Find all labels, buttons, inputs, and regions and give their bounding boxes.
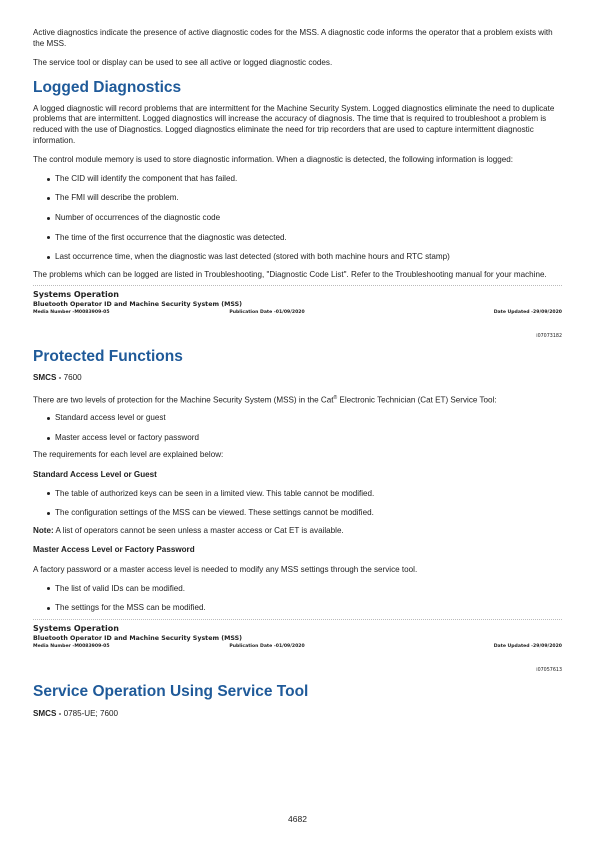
protected-functions-heading: Protected Functions: [33, 348, 183, 366]
access-levels-list: [33, 413, 562, 443]
service-operation-heading: Service Operation Using Service Tool: [33, 682, 309, 700]
note-label: Note:: [33, 525, 54, 535]
logged-diagnostics-heading: Logged Diagnostics: [33, 78, 182, 96]
master-paragraph: A factory password or a master access level is needed to modify any MSS settings through the service tool.: [33, 564, 418, 574]
media-number: Media Number -M0083909-05: [33, 643, 110, 649]
logged-paragraph-2: The control module memory is used to store diagnostic information. When a diagnostic is detected, the following information is logged:: [33, 155, 514, 165]
date-updated: Date Updated -29/09/2020: [493, 310, 562, 316]
list-item: The settings for the MSS can be modified.: [33, 603, 562, 614]
list-item: The list of valid IDs can be modified.: [33, 584, 562, 595]
intro-paragraph-1: Active diagnostics indicate the presence of active diagnostic codes for the MSS. A diagnostic code informs the operator that a problem exists with the MSS.: [33, 28, 553, 48]
list-item: The table of authorized keys can be seen in a limited view. This table cannot be modified.: [33, 489, 562, 500]
list-item: Number of occurrences of the diagnostic code: [33, 213, 562, 224]
standard-access-list: [33, 489, 562, 519]
list-item: Last occurrence time, when the diagnostic was last detected (stored with both machine hours and RTC stamp): [33, 252, 562, 263]
registered-mark: ®: [333, 394, 338, 401]
note-paragraph: [33, 526, 562, 537]
note-text: A list of operators cannot be seen unless a master access or Cat ET is available.: [53, 525, 344, 535]
meta-title: Systems Operation: [33, 623, 119, 633]
master-access-heading: Master Access Level or Factory Password: [33, 545, 195, 555]
publication-date: Publication Date -01/09/2020: [229, 310, 305, 316]
intro-paragraph-2: The service tool or display can be used to see all active or logged diagnostic codes.: [33, 58, 333, 68]
smcs-label: SMCS -: [33, 708, 62, 718]
list-item: The time of the first occurrence that the diagnostic was detected.: [33, 233, 562, 244]
logged-paragraph-1: A logged diagnostic will record problems that are intermittent for the Machine Security System. Logged diagnostics eliminate the need to duplicate problems that are intermittent. Logged diagnostics will increase the accuracy of diagnosis. The time that is required to troubleshoot a problem is reduced with the use of Diagnostics. Logged diagnostics eliminate the need for trip recorders that are used to capture intermittent diagnostic information.: [33, 103, 555, 145]
page-number: 4682: [288, 814, 307, 824]
meta-subtitle: Bluetooth Operator ID and Machine Security System (MSS): [33, 634, 243, 642]
smcs-code: [33, 373, 562, 384]
p1-text-end: Electronic Technician (Cat ET) Service Tool:: [337, 395, 497, 405]
protected-paragraph-2: The requirements for each level are explained below:: [33, 450, 224, 460]
date-updated: Date Updated -29/09/2020: [493, 643, 562, 649]
publication-date: Publication Date -01/09/2020: [229, 643, 305, 649]
list-item: The FMI will describe the problem.: [33, 193, 562, 204]
smcs-label: SMCS -: [33, 373, 62, 383]
p1-text: There are two levels of protection for the Machine Security System (MSS) in the Cat: [33, 395, 334, 405]
list-item: The CID will identify the component that has failed.: [33, 174, 562, 185]
logged-info-list: [33, 174, 562, 263]
meta-row: [33, 643, 562, 651]
smcs-value: 7600: [61, 373, 82, 383]
meta-subtitle: Bluetooth Operator ID and Machine Security System (MSS): [33, 301, 243, 309]
list-item: Master access level or factory password: [33, 433, 562, 444]
document-id: i07057613: [536, 667, 562, 673]
meta-row: [33, 309, 562, 317]
document-page: [33, 28, 562, 719]
meta-title: Systems Operation: [33, 290, 119, 300]
standard-access-heading: Standard Access Level or Guest: [33, 469, 157, 479]
document-id: i07073182: [536, 334, 562, 340]
smcs-code: [33, 709, 562, 720]
protected-paragraph-1: [33, 393, 562, 406]
smcs-value: 0785-UE; 7600: [61, 708, 119, 718]
media-number: Media Number -M0083909-05: [33, 310, 110, 316]
list-item: Standard access level or guest: [33, 413, 562, 424]
master-access-list: [33, 584, 562, 614]
list-item: The configuration settings of the MSS can be viewed. These settings cannot be modified.: [33, 508, 562, 519]
logged-paragraph-3: The problems which can be logged are listed in Troubleshooting, "Diagnostic Code List". Refer to the Troubleshooting manual for your machine.: [33, 269, 547, 279]
